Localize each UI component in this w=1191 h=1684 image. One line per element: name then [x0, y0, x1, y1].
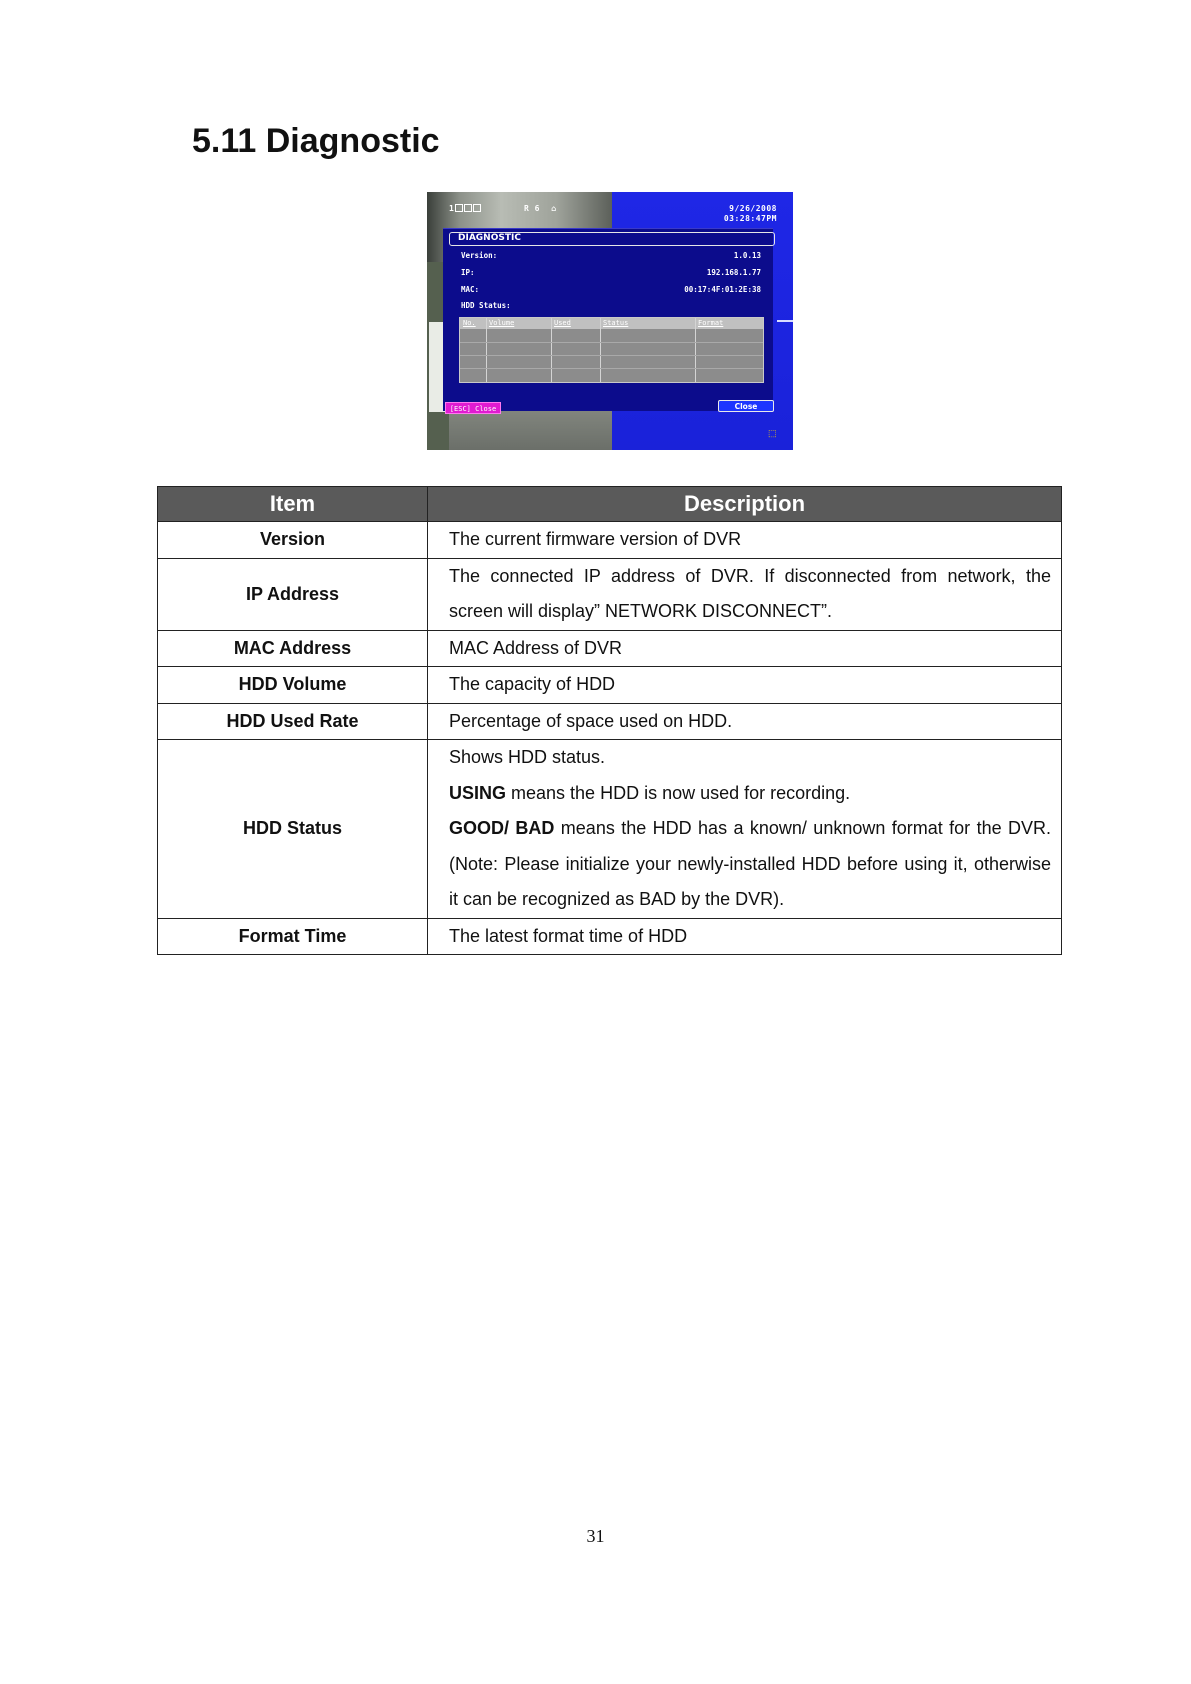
- table-row: [158, 630, 1062, 667]
- channel-box-icon: [455, 204, 463, 212]
- col-format: Format: [698, 319, 724, 327]
- hdd-status-using: [449, 776, 1051, 812]
- col-status: Status: [603, 319, 629, 327]
- description-cell: The connected IP address of DVR. If disconnected from network, the screen will display” NETWORK DISCONNECT”.: [428, 558, 1062, 630]
- section-heading: 5.11 Diagnostic: [192, 122, 440, 160]
- item-cell: HDD Status: [158, 740, 428, 919]
- osd-channels: 1: [449, 204, 481, 214]
- close-button: Close: [718, 400, 774, 412]
- item-cell: HDD Volume: [158, 667, 428, 704]
- osd-time: 03:28:47PM: [723, 214, 777, 223]
- description-cell: The capacity of HDD: [428, 667, 1062, 704]
- esc-close-hint: [ESC] Close: [445, 402, 501, 414]
- page-number: 31: [586, 1526, 605, 1546]
- osd-record-status: [524, 204, 557, 214]
- hdd-table-header: [460, 318, 763, 329]
- item-cell: Format Time: [158, 918, 428, 955]
- field-version: Version: 1.0.13: [461, 251, 761, 260]
- osd-datetime: [724, 204, 777, 224]
- hdd-status-line: Shows HDD status.: [449, 747, 606, 767]
- table-row: [158, 703, 1062, 740]
- dvr-diagnostic-screenshot: [427, 192, 793, 450]
- diagnostic-items-table: [157, 486, 1062, 955]
- description-cell: The latest format time of HDD: [428, 918, 1062, 955]
- item-cell: Version: [158, 522, 428, 559]
- channel-box-icon: [473, 204, 481, 212]
- field-hdd-status: HDD Status:: [461, 301, 511, 310]
- item-cell: HDD Used Rate: [158, 703, 428, 740]
- header-item: Item: [158, 487, 428, 522]
- item-cell: IP Address: [158, 558, 428, 630]
- col-used: Used: [554, 319, 571, 327]
- hdd-status-table: [459, 317, 764, 383]
- table-header-row: [158, 487, 1062, 522]
- description-cell: Percentage of space used on HDD.: [428, 703, 1062, 740]
- col-volume: Volume: [489, 319, 515, 327]
- diagnostic-panel: [443, 228, 773, 411]
- osd-date: 9/26/2008: [729, 204, 777, 213]
- good-bad-text: means the HDD has a known/ unknown format for the DVR. (Note: Please initialize your newly-installed HDD before using it, otherwise it can be recognized as BAD by the DVR).: [449, 818, 1051, 909]
- pointer-icon: ⬚: [768, 428, 777, 438]
- table-row: [158, 558, 1062, 630]
- table-row: [158, 522, 1062, 559]
- field-mac: MAC: 00:17:4F:01:2E:38: [461, 285, 761, 294]
- good-bad-term: GOOD/ BAD: [449, 818, 555, 838]
- header-description: Description: [428, 487, 1062, 522]
- record-icon: R 6: [524, 204, 540, 213]
- table-row: [158, 740, 1062, 919]
- network-icon: ⌂: [551, 204, 557, 213]
- description-cell: MAC Address of DVR: [428, 630, 1062, 667]
- table-row: [158, 667, 1062, 704]
- panel-title: DIAGNOSTIC: [449, 232, 775, 246]
- using-text: means the HDD is now used for recording.: [506, 782, 851, 803]
- description-cell: The current firmware version of DVR: [428, 522, 1062, 559]
- channel-box-icon: [464, 204, 472, 212]
- item-cell: MAC Address: [158, 630, 428, 667]
- hdd-status-good-bad: [449, 811, 1051, 918]
- field-ip: IP: 192.168.1.77: [461, 268, 761, 277]
- table-row: [158, 918, 1062, 955]
- col-no: No.: [463, 319, 476, 327]
- using-term: USING: [449, 782, 507, 803]
- description-cell: [428, 740, 1062, 919]
